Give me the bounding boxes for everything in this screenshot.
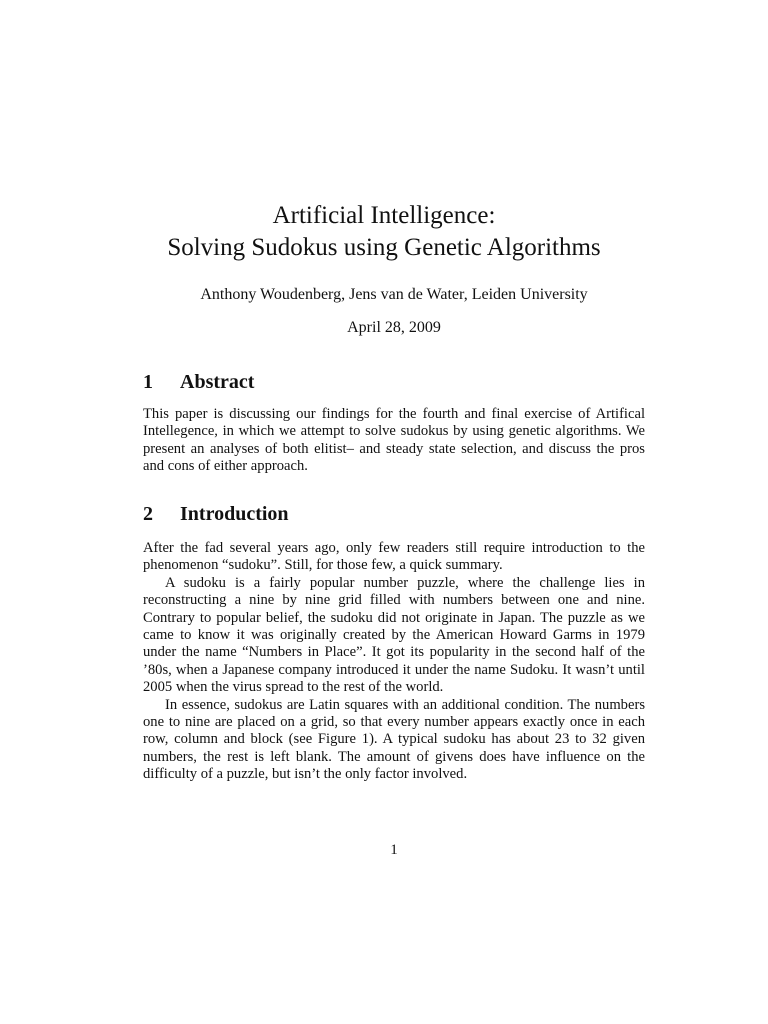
paper-title: [0, 200, 768, 264]
paragraph: In essence, sudokus are Latin squares with an additional condition. The numbers one to nine are placed on a grid, so that every number appears exactly once in each row, column and block (see Figure 1). A typical sudoku has about 23 to 32 given numbers, the rest is left blank. The amount of givens does have influence on the difficulty of a puzzle, but isn’t the only factor involved.: [143, 696, 645, 783]
section-title: Abstract: [180, 371, 255, 393]
publication-date: April 28, 2009: [347, 319, 441, 336]
section-heading-abstract: [143, 369, 254, 395]
section-heading-introduction: [143, 501, 289, 527]
section-title: Introduction: [180, 503, 289, 525]
paragraph: This paper is discussing our findings for the fourth and final exercise of Artifical Intellegence, in which we attempt to solve sudokus by using genetic algorithms. We present an analyses of both elitist– and steady state selection, and discuss the pros and cons of either approach.: [143, 406, 645, 475]
page-number: 1: [390, 842, 398, 858]
section-number: 2: [143, 503, 153, 525]
title-line-2: Solving Sudokus using Genetic Algorithms: [167, 234, 601, 261]
introduction-body: [143, 540, 645, 784]
paragraph: A sudoku is a fairly popular number puzzle, where the challenge lies in reconstructing a nine by nine grid filled with numbers between one and nine. Contrary to popular belief, the sudoku did not originate in Japan. The puzzle as we came to know it was originally created by the American Howard Garms in 1979 under the name “Numbers in Place”. It got its popularity in the second half of the ’80s, when a Japanese company introduced it under the name Sudoku. It wasn’t until 2005 when the virus spread to the rest of the world.: [143, 574, 645, 696]
section-number: 1: [143, 371, 153, 393]
abstract-body: [143, 406, 645, 476]
author-list: Anthony Woudenberg, Jens van de Water, Leiden University: [200, 286, 588, 303]
paragraph: After the fad several years ago, only few readers still require introduction to the phenomenon “sudoku”. Still, for those few, a quick summary.: [143, 540, 645, 574]
title-line-1: Artificial Intelligence:: [272, 202, 496, 229]
